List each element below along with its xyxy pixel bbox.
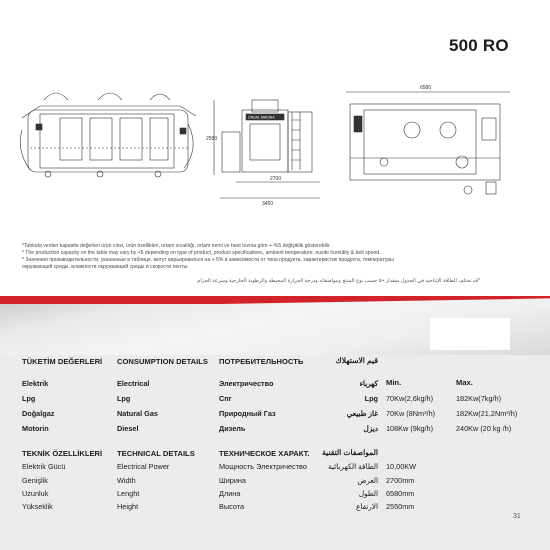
row-ar: الطول: [358, 489, 378, 498]
row-en: Diesel: [117, 424, 139, 433]
row-tr: Motorin: [22, 424, 49, 433]
row-min: 70Kw (8Nm³/h): [386, 409, 436, 418]
row-ru: Высота: [219, 502, 245, 511]
row-max: 182Kw(21,2Nm³/h): [456, 409, 518, 418]
row-en: Natural Gas: [117, 409, 158, 418]
row-ru: Природный Газ: [219, 409, 276, 418]
consumption-header-ar: قيم الاستهلاك: [335, 356, 378, 365]
technical-header-ru: ТЕХНИЧЕСКОЕ ХАРАКТ.: [219, 449, 310, 458]
note-russian-line1: * Значения производительности, указанные в таблице, могут варьироваться на + 5% в зависимости от типа продукта, характеристик продукта, температуры: [22, 257, 394, 263]
consumption-header-en: CONSUMPTION DETAILS: [117, 357, 208, 366]
row-en: Height: [117, 502, 139, 511]
label-box: [430, 318, 510, 350]
width-dimension: 2700: [270, 176, 282, 182]
side-view-drawing: [206, 100, 320, 207]
row-max: 240Kw (20 kg /h): [456, 424, 512, 433]
row-en: Electrical Power: [117, 462, 170, 471]
row-ar: غاز طبيعي: [346, 409, 378, 418]
max-column-header: Max.: [456, 378, 473, 387]
row-value: 6580mm: [386, 489, 415, 498]
row-tr: Elektrik Gücü: [22, 462, 66, 471]
row-ar: الطاقة الكهربائية: [328, 462, 378, 471]
length-dimension: 6580: [420, 85, 432, 91]
technical-header-ar: المواصفات التقنية: [322, 448, 378, 457]
row-tr: Yükseklik: [22, 502, 53, 511]
technical-drawings: [0, 0, 550, 240]
row-value: 2550mm: [386, 502, 415, 511]
technical-header-en: TECHNICAL DETAILS: [117, 449, 195, 458]
top-view-drawing: [346, 85, 510, 194]
row-ru: Длина: [219, 489, 241, 498]
row-max: 182Kw(7kg/h): [456, 394, 502, 403]
row-ru: Мощность Электричество: [219, 462, 307, 471]
row-ru: Электричество: [219, 379, 274, 388]
row-value: 2700mm: [386, 476, 415, 485]
row-ar: Lpg: [364, 394, 378, 403]
page-number: 31: [513, 513, 521, 520]
row-ru: Cпг: [219, 394, 232, 403]
note-english: * The production capacity on the table may vary by +5 depending on type of product, product specifications, ambient temperature, ousite humidity & belt speed.: [22, 250, 381, 256]
row-ar: الارتفاع: [355, 502, 378, 511]
row-min: 70Kw(2,6kg/h): [386, 394, 434, 403]
row-tr: Lpg: [22, 394, 36, 403]
row-en: Lenght: [117, 489, 140, 498]
consumption-header-tr: TÜKETİM DEĞERLERİ: [22, 357, 103, 366]
note-arabic: *قد تختلف الطاقة الإنتاجية في الجدول بمقدار +٥ حسب نوع المنتج ومواصفاته ودرجة الحرارة المحيطة والرطوبة الخارجية وسرعة الحزام: [197, 278, 480, 284]
row-tr: Doğalgaz: [22, 409, 55, 418]
row-ar: ديزل: [363, 424, 378, 433]
front-view-drawing: [20, 93, 196, 177]
row-en: Electrical: [117, 379, 150, 388]
height-dimension: 2550: [206, 136, 218, 142]
note-turkish: *Tabloda verilen kapasite değerleri ürün cinsi, ürün özellikleri, ortam sıcaklığı, ortam nemi ve bant hızına göre +-%5 değişiklik gösterebilir.: [22, 243, 331, 249]
consumption-header-ru: ПОТРЕБИТЕЛЬНОСТЬ: [219, 357, 304, 366]
row-en: Lpg: [117, 394, 131, 403]
note-russian-line2: окружающей среды, влажности окружающей среды и скорости ленты.: [22, 264, 189, 270]
page-title: 500 RO: [449, 36, 509, 55]
row-ar: العرض: [357, 476, 378, 485]
row-tr: Elektrik: [22, 379, 49, 388]
row-ar: كهرباء: [359, 379, 378, 388]
total-width-dimension: 3450: [262, 201, 274, 207]
min-column-header: Min.: [386, 378, 402, 387]
row-tr: Genişlik: [22, 476, 48, 485]
machine-label: ÜNSAL MAKİNA: [248, 115, 275, 120]
row-ru: Дизель: [219, 424, 246, 433]
row-ru: Ширина: [219, 476, 246, 485]
row-en: Width: [117, 476, 136, 485]
row-min: 108Kw (9kg/h): [386, 424, 434, 433]
row-value: 10,00KW: [386, 462, 417, 471]
technical-header-tr: TEKNİK ÖZELLİKLERİ: [22, 449, 103, 458]
row-tr: Uzunluk: [22, 489, 49, 498]
